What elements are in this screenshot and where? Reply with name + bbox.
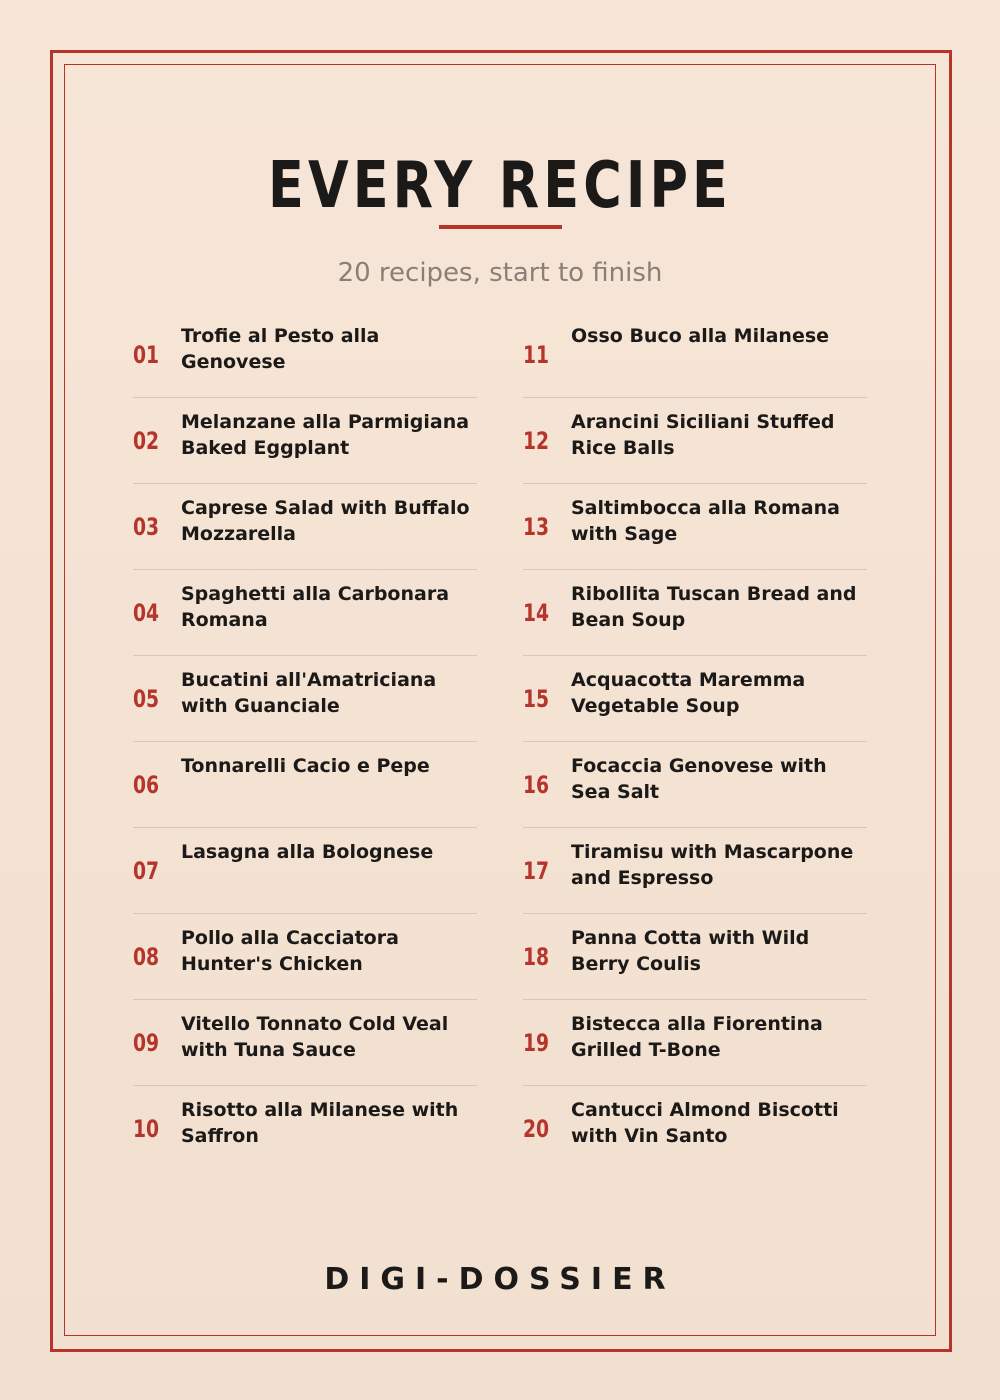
recipe-item: [133, 742, 477, 828]
recipe-number: 14: [523, 598, 550, 627]
recipe-number: 20: [523, 1114, 550, 1143]
recipe-number: 18: [523, 942, 550, 971]
recipe-item: [523, 398, 867, 484]
recipe-item: [523, 914, 867, 1000]
recipe-item: [523, 570, 867, 656]
recipe-name: Pollo alla Cacciatora Hunter's Chicken: [181, 927, 399, 975]
recipe-name: Bucatini all'Amatriciana with Guanciale: [181, 669, 437, 717]
recipe-number: 09: [133, 1028, 160, 1057]
recipe-name: Bistecca alla Fiorentina Grilled T-Bone: [571, 1013, 823, 1061]
recipe-number: 19: [523, 1028, 550, 1057]
brand-footer: DIGI-DOSSIER: [324, 1262, 676, 1297]
recipe-number: 04: [133, 598, 160, 627]
recipe-number: 11: [523, 340, 550, 369]
recipe-name: Melanzane alla Parmigiana Baked Eggplant: [181, 411, 470, 459]
recipe-item: [133, 484, 477, 570]
title-underline: [439, 225, 562, 229]
recipe-item: [523, 742, 867, 828]
recipe-item: [523, 828, 867, 914]
recipe-number: 10: [133, 1114, 160, 1143]
recipe-name: Acquacotta Maremma Vegetable Soup: [571, 669, 806, 717]
recipe-item: [133, 1000, 477, 1086]
recipe-item: [133, 1086, 477, 1171]
recipe-item: [133, 312, 477, 398]
recipe-number: 06: [133, 770, 160, 799]
recipe-name: Vitello Tonnato Cold Veal with Tuna Sauce: [181, 1013, 449, 1061]
recipe-item: [133, 828, 477, 914]
page-subtitle: 20 recipes, start to finish: [337, 258, 663, 288]
recipe-number: 08: [133, 942, 160, 971]
recipe-name: Spaghetti alla Carbonara Romana: [181, 583, 450, 631]
recipe-list-right: [523, 312, 867, 1171]
recipe-item: [133, 398, 477, 484]
recipe-name: Lasagna alla Bolognese: [181, 841, 434, 863]
recipe-name: Arancini Siciliani Stuffed Rice Balls: [571, 411, 835, 459]
recipe-number: 07: [133, 856, 160, 885]
recipe-name: Osso Buco alla Milanese: [571, 325, 830, 347]
recipe-item: [523, 656, 867, 742]
recipe-number: 17: [523, 856, 550, 885]
recipe-item: [133, 656, 477, 742]
recipe-name: Risotto alla Milanese with Saffron: [181, 1099, 459, 1147]
recipe-item: [523, 1000, 867, 1086]
recipe-item: [523, 484, 867, 570]
recipe-name: Cantucci Almond Biscotti with Vin Santo: [571, 1099, 839, 1147]
page-title: EVERY RECIPE: [268, 149, 732, 223]
recipe-number: 03: [133, 512, 160, 541]
recipe-name: Panna Cotta with Wild Berry Coulis: [571, 927, 810, 975]
recipe-number: 05: [133, 684, 160, 713]
recipe-number: 16: [523, 770, 550, 799]
recipe-name: Trofie al Pesto alla Genovese: [181, 325, 380, 373]
recipe-number: 02: [133, 426, 160, 455]
recipe-name: Saltimbocca alla Romana with Sage: [571, 497, 840, 545]
recipe-number: 12: [523, 426, 550, 455]
recipe-number: 01: [133, 340, 160, 369]
recipe-list-left: [133, 312, 477, 1171]
recipe-number: 13: [523, 512, 550, 541]
recipe-item: [133, 914, 477, 1000]
recipe-item: [523, 1086, 867, 1171]
recipe-name: Focaccia Genovese with Sea Salt: [571, 755, 827, 803]
recipe-item: [523, 312, 867, 398]
recipe-name: Tonnarelli Cacio e Pepe: [181, 755, 430, 777]
recipe-name: Tiramisu with Mascarpone and Espresso: [571, 841, 854, 889]
recipe-item: [133, 570, 477, 656]
recipe-number: 15: [523, 684, 550, 713]
recipe-name: Caprese Salad with Buffalo Mozzarella: [181, 497, 470, 545]
recipe-name: Ribollita Tuscan Bread and Bean Soup: [571, 583, 857, 631]
